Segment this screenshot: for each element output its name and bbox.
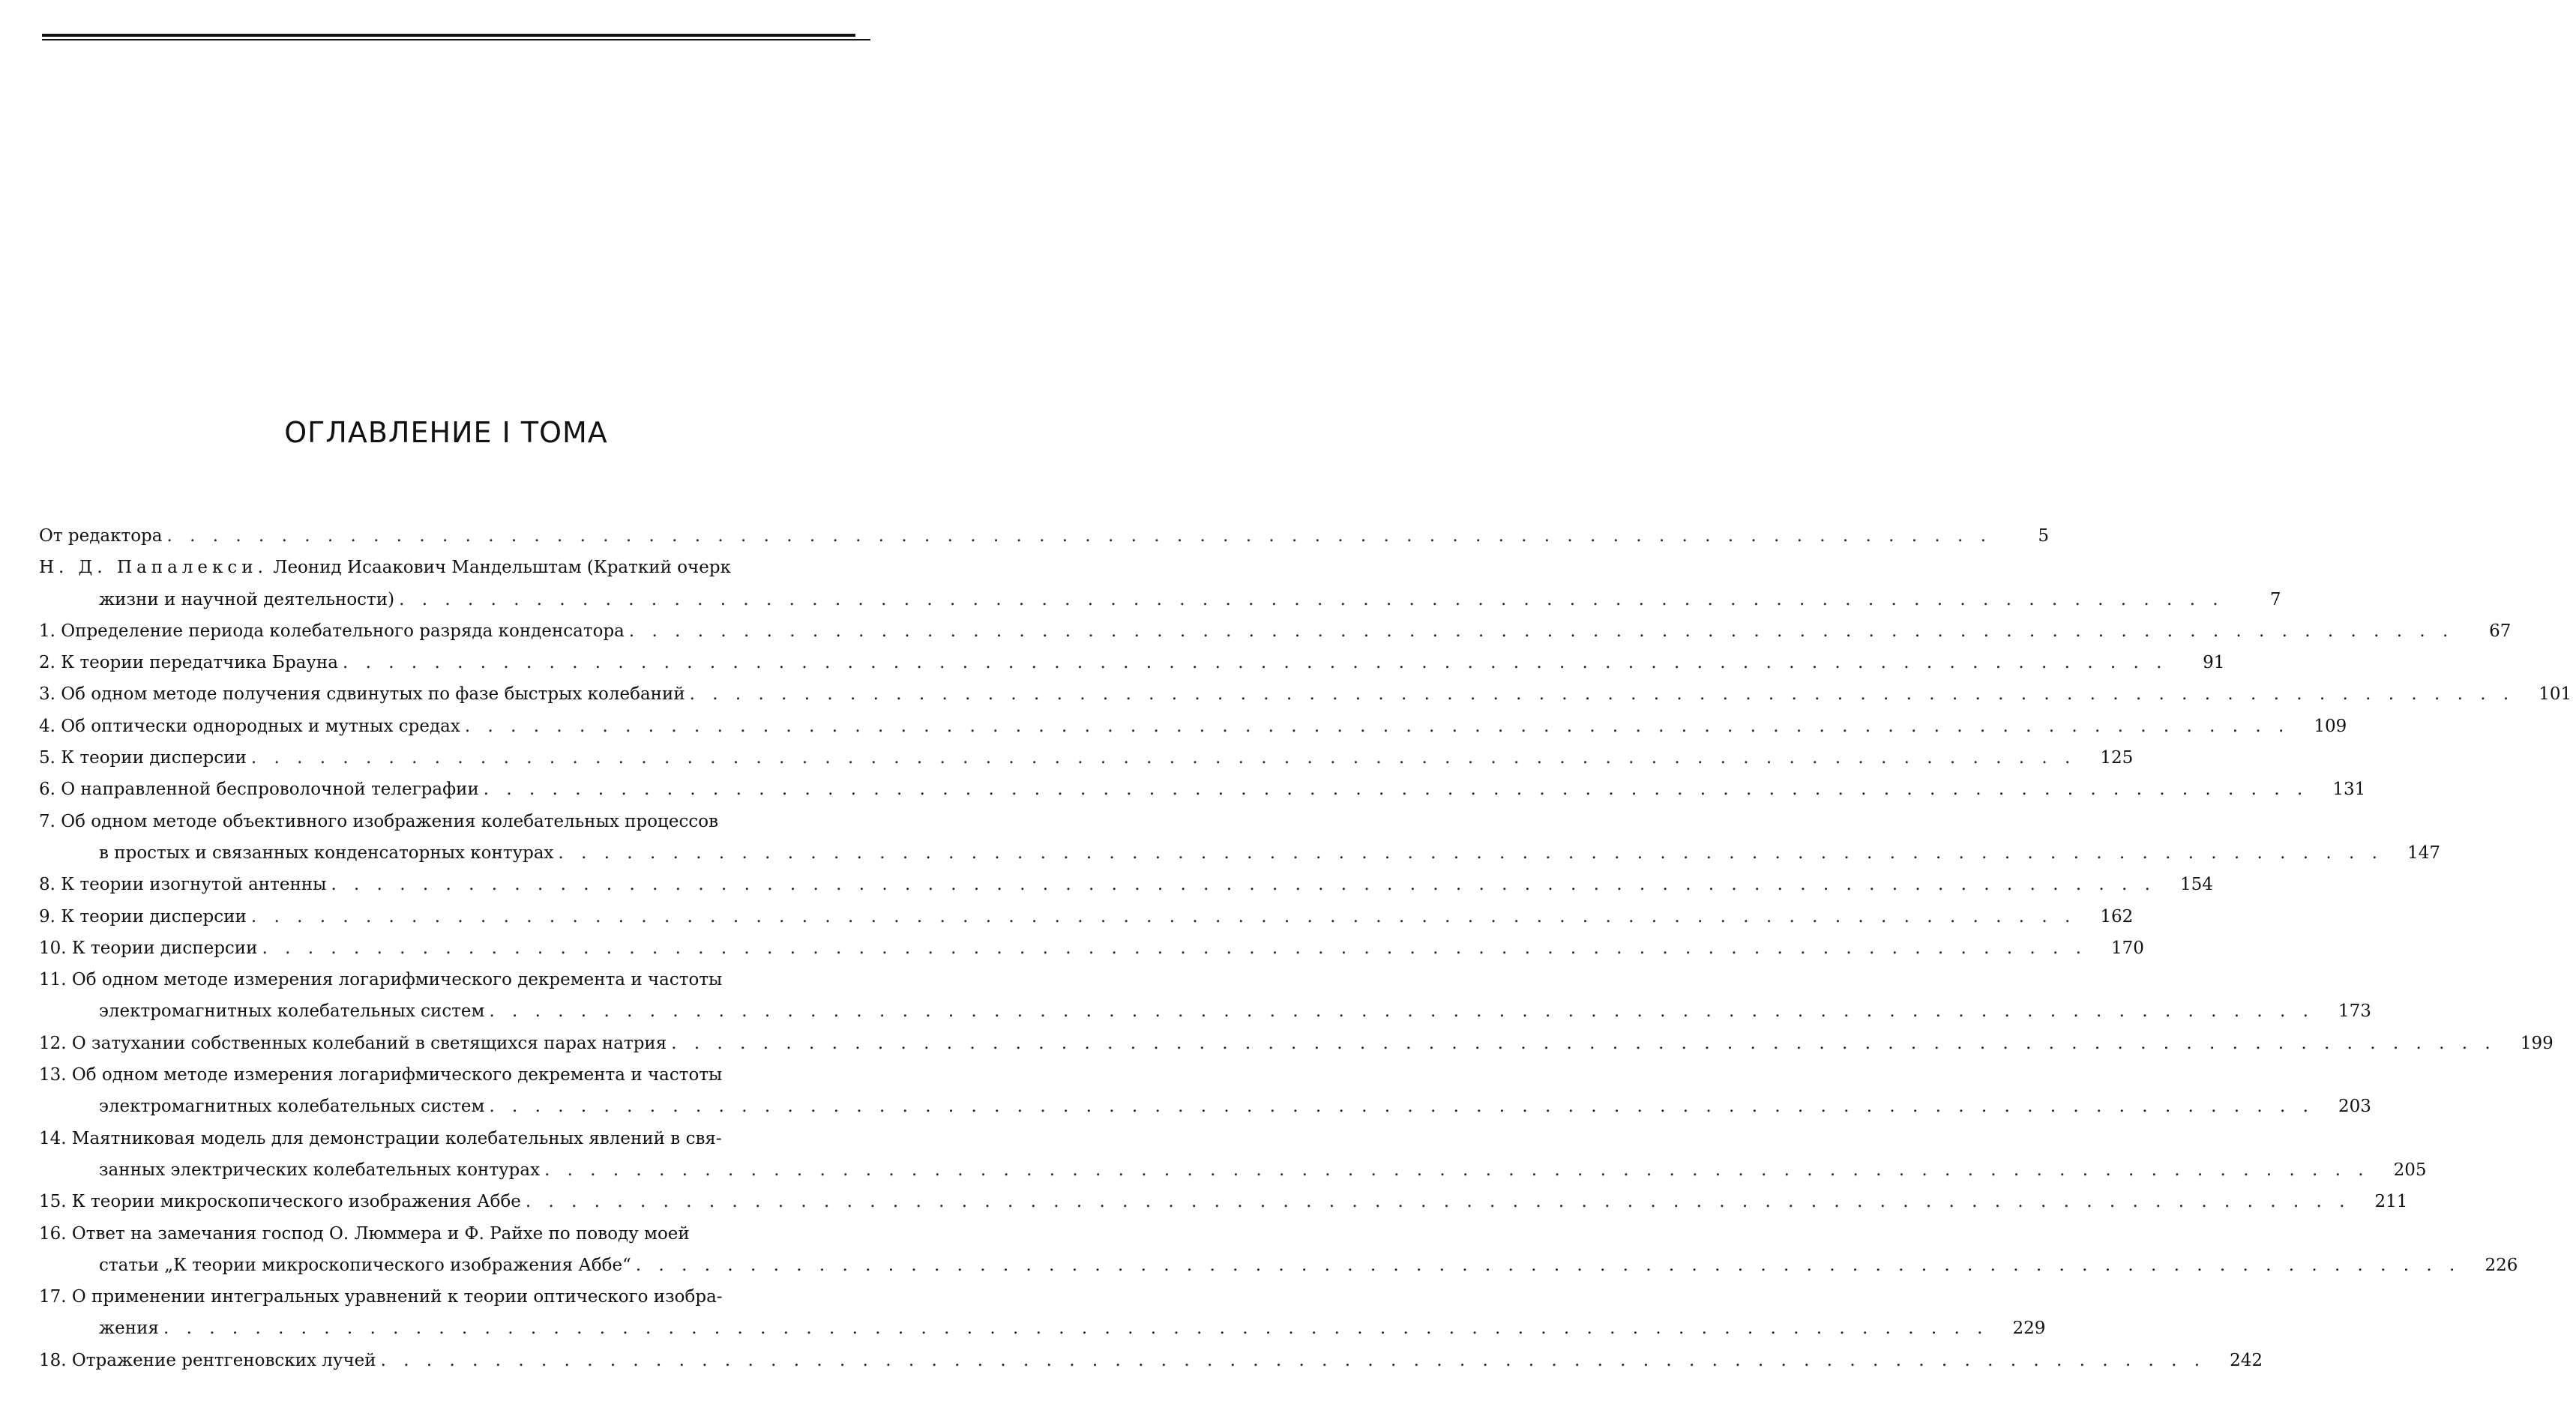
toc-page-number: 211 xyxy=(2374,1192,2408,1212)
toc-entry xyxy=(39,901,2134,933)
toc-entry xyxy=(39,1186,2408,1217)
toc-page-number: 5 xyxy=(2038,526,2049,546)
toc-page-number: 173 xyxy=(2338,1001,2371,1022)
toc-page-number: 101 xyxy=(2539,684,2572,705)
toc-line xyxy=(39,774,2366,805)
toc-entry xyxy=(39,647,2225,678)
toc-line xyxy=(39,615,2512,647)
toc-line xyxy=(39,1091,2371,1122)
toc-page-number: 162 xyxy=(2100,906,2134,927)
dot-leader: . . . . . . . . . . . . . . . . . . . . . . . . . . . . . . . . . . . . . . . . . . . . . . . . . . . . . . . . . . . . . . . . . . . . . . . . . . . . . . . . xyxy=(331,875,2156,895)
toc-entry-title: 17. О применении интегральных уравнений к теории оптического изобра- xyxy=(39,1287,723,1307)
toc-page-number: 109 xyxy=(2314,716,2347,736)
toc-page-number: 229 xyxy=(2012,1319,2046,1339)
toc-entry xyxy=(39,806,2440,870)
toc-entry-title: статьи „К теории микроскопического изображения Аббе“ xyxy=(99,1255,631,1275)
toc-page-number: 154 xyxy=(2180,875,2213,895)
toc-entry-title: 8. К теории изогнутой антенны xyxy=(39,875,327,895)
toc-entry xyxy=(39,711,2347,742)
toc-entry xyxy=(39,774,2366,805)
toc-entry-title: электромагнитных колебательных систем xyxy=(99,1001,485,1022)
table-of-contents xyxy=(39,520,2572,1376)
toc-page-number: 131 xyxy=(2332,780,2366,800)
toc-entry-title: 12. О затухании собственных колебаний в светящихся парах натрия xyxy=(39,1033,667,1053)
toc-line xyxy=(39,1123,864,1154)
dot-leader: . . . . . . . . . . . . . . . . . . . . . . . . . . . . . . . . . . . . . . . . . . . . . . . . . . . . . . . . . . . . . . . . . . . . . . . . . . . . . . . . xyxy=(489,1001,2314,1022)
toc-line xyxy=(39,678,2572,710)
toc-entry-title: 4. Об оптически однородных и мутных средах xyxy=(39,716,460,736)
toc-line xyxy=(39,1281,864,1313)
toc-entry xyxy=(39,552,2281,615)
toc-page-number: 7 xyxy=(2269,589,2281,609)
dot-leader: . . . . . . . . . . . . . . . . . . . . . . . . . . . . . . . . . . . . . . . . . . . . . . . . . . . . . . . . . . . . . . . . . . . . . . . . . . . . . . . . xyxy=(635,1255,2461,1275)
dot-leader: . . . . . . . . . . . . . . . . . . . . . . . . . . . . . . . . . . . . . . . . . . . . . . . . . . . . . . . . . . . . . . . . . . . . . . . . . . . . . . . . xyxy=(399,589,2224,609)
toc-entry xyxy=(39,1059,2371,1123)
toc-line xyxy=(39,742,2134,774)
toc-page-number: 203 xyxy=(2338,1097,2371,1117)
toc-entry xyxy=(39,1218,2518,1282)
dot-leader: . . . . . . . . . . . . . . . . . . . . . . . . . . . . . . . . . . . . . . . . . . . . . . . . . . . . . . . . . . . . . . . . . . . . . . . . . . . . . . . . xyxy=(689,684,2515,705)
toc-entry xyxy=(39,1345,2263,1376)
toc-line xyxy=(39,647,2225,678)
toc-entry-title: 11. Об одном методе измерения логарифмического декремента и частоты xyxy=(39,970,723,990)
toc-entry-title: 7. Об одном методе объективного изображения колебательных процессов xyxy=(39,811,719,831)
dot-leader: . . . . . . . . . . . . . . . . . . . . . . . . . . . . . . . . . . . . . . . . . . . . . . . . . . . . . . . . . . . . . . . . . . . . . . . . . . . . . . . . xyxy=(163,1319,1989,1339)
toc-page-number: 67 xyxy=(2489,621,2512,641)
toc-page-number: 226 xyxy=(2485,1255,2518,1275)
toc-entry xyxy=(39,615,2512,647)
toc-entry xyxy=(39,869,2213,900)
toc-line xyxy=(39,933,2144,964)
dot-leader: . . . . . . . . . . . . . . . . . . . . . . . . . . . . . . . . . . . . . . . . . . . . . . . . . . . . . . . . . . . . . . . . . . . . . . . . . . . . . . . . xyxy=(166,526,1992,546)
dot-leader: . . . . . . . . . . . . . . . . . . . . . . . . . . . . . . . . . . . . . . . . . . . . . . . . . . . . . . . . . . . . . . . . . . . . . . . . . . . . . . . . xyxy=(628,621,2455,641)
toc-line xyxy=(39,1154,2427,1186)
toc-entry xyxy=(39,1028,2554,1059)
toc-entry-title: 10. К теории дисперсии xyxy=(39,938,258,958)
toc-line xyxy=(39,1186,2408,1217)
toc-line xyxy=(39,1250,2518,1281)
toc-entry-title: жения xyxy=(99,1319,159,1339)
toc-page-number: 242 xyxy=(2230,1350,2263,1370)
toc-line xyxy=(39,1313,2046,1344)
page-title: ОГЛАВЛЕНИЕ I ТОМА xyxy=(284,416,608,449)
toc-entry-title: 1. Определение периода колебательного разряда конденсатора xyxy=(39,621,625,641)
toc-line xyxy=(39,901,2134,933)
toc-line xyxy=(39,995,2371,1027)
toc-line xyxy=(39,869,2213,900)
toc-entry-author: Н. Д. Папалекси. xyxy=(39,558,268,578)
dot-leader: . . . . . . . . . . . . . . . . . . . . . . . . . . . . . . . . . . . . . . . . . . . . . . . . . . . . . . . . . . . . . . . . . . . . . . . . . . . . . . . . xyxy=(558,843,2383,863)
top-rule-thin xyxy=(42,39,870,40)
toc-line xyxy=(39,1059,864,1091)
toc-entry-title: электромагнитных колебательных систем xyxy=(99,1097,485,1117)
dot-leader: . . . . . . . . . . . . . . . . . . . . . . . . . . . . . . . . . . . . . . . . . . . . . . . . . . . . . . . . . . . . . . . . . . . . . . . . . . . . . . . . xyxy=(483,780,2309,800)
dot-leader: . . . . . . . . . . . . . . . . . . . . . . . . . . . . . . . . . . . . . . . . . . . . . . . . . . . . . . . . . . . . . . . . . . . . . . . . . . . . . . . . xyxy=(342,653,2168,673)
toc-entry xyxy=(39,742,2134,774)
top-rule xyxy=(42,34,870,43)
toc-line xyxy=(39,964,864,995)
toc-line xyxy=(39,806,864,837)
toc-entry-title: в простых и связанных конденсаторных контурах xyxy=(99,843,554,863)
toc-line xyxy=(39,520,2049,552)
toc-line xyxy=(39,552,864,583)
toc-entry-title: Н. Д. Папалекси. Леонид Исаакович Мандельштам (Краткий очерк xyxy=(39,558,731,578)
toc-entry-title: 6. О направленной беспроволочной телеграфии xyxy=(39,780,479,800)
toc-page-number: 170 xyxy=(2111,938,2144,958)
toc-entry-title: занных электрических колебательных контурах xyxy=(99,1160,541,1180)
toc-entry-title: 16. Ответ на замечания господ О. Люммера и Ф. Райхе по поводу моей xyxy=(39,1223,690,1244)
dot-leader: . . . . . . . . . . . . . . . . . . . . . . . . . . . . . . . . . . . . . . . . . . . . . . . . . . . . . . . . . . . . . . . . . . . . . . . . . . . . . . . . xyxy=(250,748,2077,768)
toc-entry xyxy=(39,1123,2427,1187)
toc-line xyxy=(39,711,2347,742)
toc-entry-title: 9. К теории дисперсии xyxy=(39,906,247,927)
toc-entry xyxy=(39,678,2572,710)
toc-entry xyxy=(39,933,2144,964)
toc-page-number: 91 xyxy=(2203,653,2225,673)
toc-entry-title: От редактора xyxy=(39,526,163,546)
toc-line xyxy=(39,837,2440,869)
toc-page-number: 205 xyxy=(2393,1160,2427,1180)
dot-leader: . . . . . . . . . . . . . . . . . . . . . . . . . . . . . . . . . . . . . . . . . . . . . . . . . . . . . . . . . . . . . . . . . . . . . . . . . . . . . . . . xyxy=(489,1097,2314,1117)
toc-entry-title: 3. Об одном методе получения сдвинутых по фазе быстрых колебаний xyxy=(39,684,685,705)
toc-entry-title: жизни и научной деятельности) xyxy=(99,589,395,609)
toc-entry-title: 2. К теории передатчика Брауна xyxy=(39,653,338,673)
toc-entry-title: 13. Об одном методе измерения логарифмического декремента и частоты xyxy=(39,1065,723,1085)
toc-line xyxy=(39,1028,2554,1059)
toc-entry xyxy=(39,964,2371,1028)
toc-entry xyxy=(39,1281,2046,1345)
toc-line xyxy=(39,584,2281,615)
dot-leader: . . . . . . . . . . . . . . . . . . . . . . . . . . . . . . . . . . . . . . . . . . . . . . . . . . . . . . . . . . . . . . . . . . . . . . . . . . . . . . . . xyxy=(380,1350,2206,1370)
toc-entry-title: 5. К теории дисперсии xyxy=(39,748,247,768)
toc-page-number: 199 xyxy=(2520,1033,2554,1053)
toc-entry-title: 14. Маятниковая модель для демонстрации колебательных явлений в свя- xyxy=(39,1128,722,1148)
toc-entry xyxy=(39,520,2049,552)
toc-page-number: 147 xyxy=(2407,843,2440,863)
toc-page-number: 125 xyxy=(2100,748,2134,768)
toc-line xyxy=(39,1218,864,1250)
dot-leader: . . . . . . . . . . . . . . . . . . . . . . . . . . . . . . . . . . . . . . . . . . . . . . . . . . . . . . . . . . . . . . . . . . . . . . . . . . . . . . . . xyxy=(464,716,2290,736)
toc-line xyxy=(39,1345,2263,1376)
toc-entry-title: 18. Отражение рентгеновских лучей xyxy=(39,1350,376,1370)
dot-leader: . . . . . . . . . . . . . . . . . . . . . . . . . . . . . . . . . . . . . . . . . . . . . . . . . . . . . . . . . . . . . . . . . . . . . . . . . . . . . . . . xyxy=(250,906,2077,927)
dot-leader: . . . . . . . . . . . . . . . . . . . . . . . . . . . . . . . . . . . . . . . . . . . . . . . . . . . . . . . . . . . . . . . . . . . . . . . . . . . . . . . . xyxy=(525,1192,2351,1212)
dot-leader: . . . . . . . . . . . . . . . . . . . . . . . . . . . . . . . . . . . . . . . . . . . . . . . . . . . . . . . . . . . . . . . . . . . . . . . . . . . . . . . . xyxy=(262,938,2087,958)
dot-leader: . . . . . . . . . . . . . . . . . . . . . . . . . . . . . . . . . . . . . . . . . . . . . . . . . . . . . . . . . . . . . . . . . . . . . . . . . . . . . . . . xyxy=(671,1033,2497,1053)
top-rule-thick xyxy=(42,34,855,37)
toc-entry-title: 15. К теории микроскопического изображения Аббе xyxy=(39,1192,521,1212)
dot-leader: . . . . . . . . . . . . . . . . . . . . . . . . . . . . . . . . . . . . . . . . . . . . . . . . . . . . . . . . . . . . . . . . . . . . . . . . . . . . . . . . xyxy=(544,1160,2370,1180)
